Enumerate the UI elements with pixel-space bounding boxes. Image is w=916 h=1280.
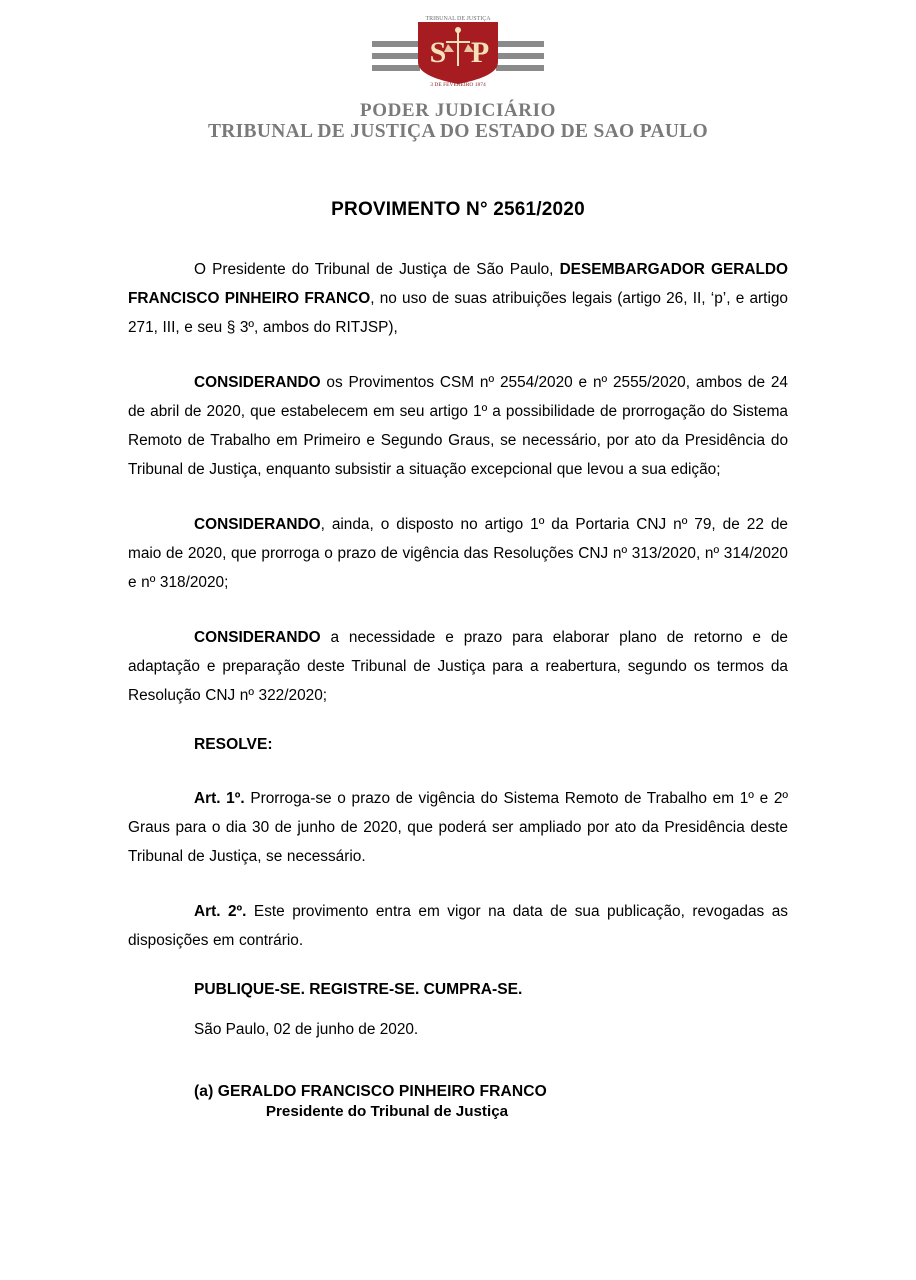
local-and-date: São Paulo, 02 de junho de 2020. [194, 1021, 419, 1039]
signature-role: Presidente do Tribunal de Justiça [265, 1103, 509, 1121]
segment-text: Prorroga-se o prazo de vigência do Sistema Remoto de Trabalho em 1º e 2º Graus para o dia 30 de junho de 2020, que poderá ser ampliado por ato da Presidência deste Tribunal de Justiça, se necessário. [128, 790, 789, 866]
document-content [128, 143, 788, 1120]
segment-text-bold: CONSIDERANDO [194, 629, 321, 647]
segment-text-bold: Art. 2º. [194, 903, 247, 921]
paragraphs-container [128, 255, 788, 710]
document-header [0, 0, 916, 143]
paragraph-considerando-1 [128, 368, 788, 484]
paragraph-considerando-2 [128, 510, 788, 597]
segment-text: os Provimentos CSM nº 2554/2020 e nº 2555/2020, ambos de 24 de abril de 2020, que estabelecem em seu artigo 1º a possibilidade de prorrogação do Sistema Remoto de Trabalho em Primeiro e Segundo Graus, se necessário, por ato da Presidência do Tribunal de Justiça, enquanto subsistir a situação excepcional que levou a sua edição; [128, 374, 788, 479]
article-2 [128, 897, 788, 955]
paragraph-preambulo [128, 255, 788, 342]
svg-text:3 DE FEVEREIRO 1874: 3 DE FEVEREIRO 1874 [430, 82, 486, 86]
segment-text: , ainda, o disposto no artigo 1º da Portaria CNJ nº 79, de 22 de maio de 2020, que prorroga o prazo de vigência das Resoluções CNJ nº 313/2020, nº 314/2020 e nº 318/2020; [128, 516, 788, 592]
svg-text:S: S [429, 36, 447, 69]
tribunal-de-justica-emblem-icon [372, 14, 544, 86]
paragraph-considerando-3 [128, 623, 788, 710]
svg-text:P: P [470, 36, 490, 69]
segment-text-bold: Art. 1º. [194, 790, 245, 808]
segment-text: O Presidente do Tribunal de Justiça de São Paulo, [194, 261, 560, 279]
resolve-label: RESOLVE: [194, 736, 273, 754]
segment-text-bold: DESEMBARGADOR GERALDO FRANCISCO PINHEIRO FRANCO [128, 261, 788, 308]
segment-text-bold: CONSIDERANDO [194, 374, 321, 392]
header-line-poder-judiciario: PODER JUDICIÁRIO [360, 100, 556, 121]
segment-text: a necessidade e prazo para elaborar plano de retorno e de adaptação e preparação deste Tribunal de Justiça para a reabertura, segundo os termos da Resolução CNJ nº 322/2020; [128, 629, 788, 705]
segment-text: , no uso de suas atribuições legais (artigo 26, II, ‘p’, e artigo 271, III, e seu § 3º, ambos do RITJSP), [128, 290, 788, 337]
signature-name: (a) GERALDO FRANCISCO PINHEIRO FRANCO [194, 1083, 547, 1101]
svg-text:TRIBUNAL DE JUSTIÇA: TRIBUNAL DE JUSTIÇA [425, 16, 491, 22]
segment-text: Este provimento entra em vigor na data de sua publicação, revogadas as disposições em contrário. [128, 903, 788, 950]
header-titles [0, 100, 916, 143]
page-title: PROVIMENTO N° 2561/2020 [331, 199, 585, 221]
publique-registre-cumpra: PUBLIQUE-SE. REGISTRE-SE. CUMPRA-SE. [194, 981, 523, 999]
header-line-tribunal: TRIBUNAL DE JUSTIÇA DO ESTADO DE SAO PAULO [207, 121, 708, 143]
article-1 [128, 784, 788, 871]
signature-block [194, 1083, 788, 1120]
segment-text-bold: CONSIDERANDO [194, 516, 321, 534]
